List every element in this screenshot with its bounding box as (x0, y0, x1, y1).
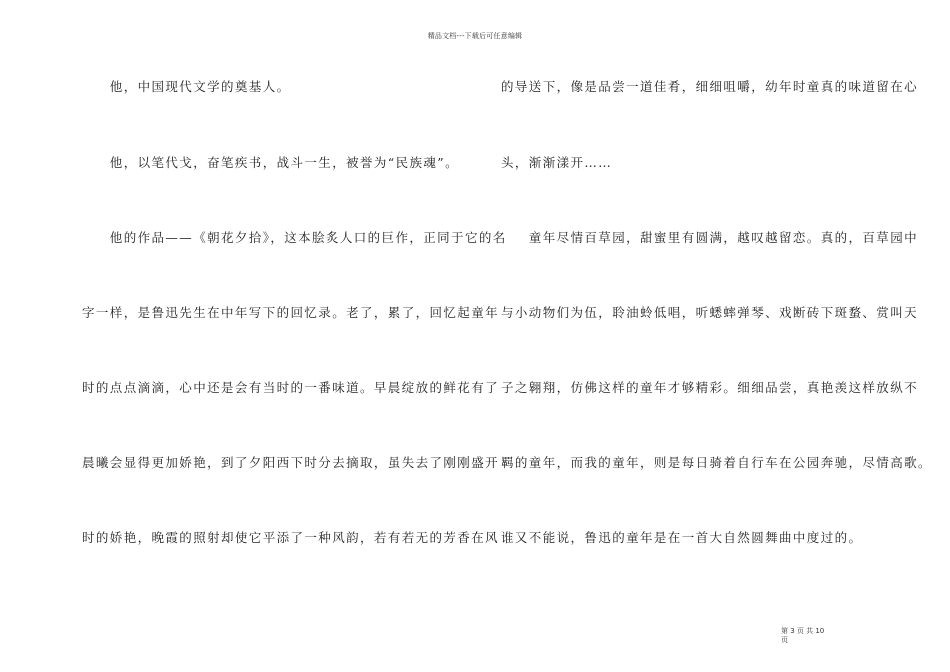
paragraph-line: 头，渐渐漾开…… (501, 155, 613, 170)
paragraph-line: 的导送下，像是品尝一道佳肴，细细咀嚼，幼年时童真的味道留在心 (501, 79, 919, 94)
paragraph-line: 晨曦会显得更加娇艳，到了夕阳西下时分去摘取，虽失去了刚刚盛开 (82, 455, 500, 470)
paragraph-line: 时的点点滴滴，心中还是会有当时的一番味道。早晨绽放的鲜花有了 (82, 380, 500, 395)
paragraph-line: 童年尽情百草园，甜蜜里有圆满，越叹越留恋。真的，百草园中 (501, 230, 919, 245)
paragraph-line: 他，中国现代文学的奠基人。 (82, 79, 291, 94)
paragraph-line: 时的娇艳，晚霞的照射却使它平添了一种风韵，若有若无的芳香在风 (82, 530, 500, 545)
paragraph-line: 谁又不能说，鲁迅的童年是在一首大自然圆舞曲中度过的。 (501, 530, 863, 545)
paragraph-line: 他，以笔代戈，奋笔疾书，战斗一生，被誉为“民族魂”。 (82, 155, 459, 170)
paragraph-line: 字一样，是鲁迅先生在中年写下的回忆录。老了，累了，回忆起童年 (82, 305, 500, 320)
paragraph-line: 与小动物们为伍，聆油蛉低唱，听蟋蟀弹琴、戏断砖下斑蝥、赏叫天 (501, 305, 919, 320)
page-number: 第 3 页 共 10 页 (781, 627, 825, 644)
paragraph-line: 他的作品——《朝花夕拾》，这本脍炙人口的巨作，正同于它的名 (82, 230, 507, 245)
paragraph-line: 羁的童年，而我的童年，则是每日骑着自行车在公园奔驰，尽情高歌。 (501, 455, 932, 470)
paragraph-line: 子之翱翔，仿佛这样的童年才够精彩。细细品尝，真艳羡这样放纵不 (501, 380, 919, 395)
page-header: 精品文档---下载后可任意编辑 (427, 32, 523, 40)
